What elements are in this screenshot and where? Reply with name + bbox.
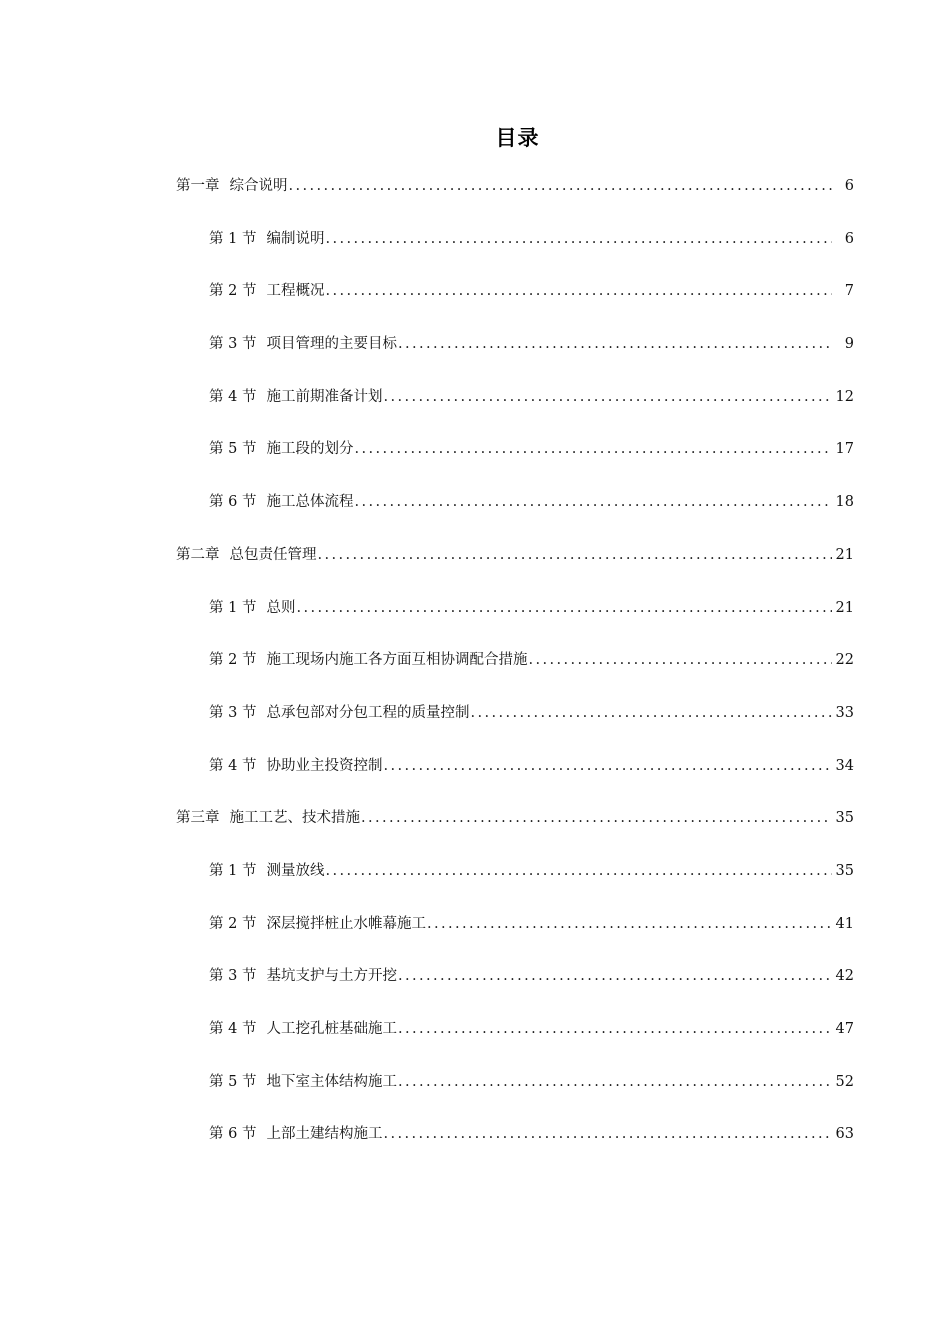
toc-entry-section[interactable] <box>0 703 950 756</box>
toc-dot-leader <box>383 1124 832 1144</box>
toc-entry-text: 深层搅拌桩止水帷幕施工 <box>266 915 426 932</box>
toc-page-number: 63 <box>835 1126 854 1143</box>
toc-dot-leader <box>398 1019 832 1039</box>
toc-entry-text: 项目管理的主要目标 <box>266 336 397 353</box>
toc-entry-section[interactable] <box>0 650 950 703</box>
toc-page-number: 22 <box>835 652 854 669</box>
toc-entry-number: 第 3 节 <box>209 336 257 353</box>
toc-entry-label <box>209 439 353 459</box>
toc-entry-text: 总则 <box>266 599 296 616</box>
toc-page-number: 17 <box>835 441 854 458</box>
toc-dot-leader <box>528 650 832 670</box>
toc-dot-leader <box>325 281 832 301</box>
toc-entry-label <box>209 861 324 881</box>
toc-entry-chapter[interactable] <box>0 176 950 229</box>
toc-page-number: 21 <box>835 599 854 616</box>
toc-entry-text: 协助业主投资控制 <box>266 757 383 774</box>
toc-title: 目录 <box>495 126 540 150</box>
toc-entry-section[interactable] <box>0 492 950 545</box>
toc-dot-leader <box>383 756 832 776</box>
toc-entry-label <box>209 598 295 618</box>
toc-dot-leader <box>383 387 832 407</box>
toc-list <box>0 176 950 1177</box>
toc-dot-leader <box>427 914 832 934</box>
toc-page-number: 6 <box>844 230 854 247</box>
toc-entry-label <box>209 703 469 723</box>
toc-page-number: 6 <box>844 178 854 194</box>
toc-entry-label <box>209 650 527 670</box>
toc-entry-number: 第 4 节 <box>209 388 257 405</box>
toc-entry-number: 第三章 <box>176 810 220 827</box>
toc-entry-text: 总承包部对分包工程的质量控制 <box>266 704 470 721</box>
toc-entry-section[interactable] <box>0 281 950 334</box>
toc-entry-label <box>209 492 353 512</box>
toc-entry-section[interactable] <box>0 229 950 282</box>
toc-entry-section[interactable] <box>0 966 950 1019</box>
toc-dot-leader <box>361 808 832 828</box>
toc-page-number: 42 <box>835 968 854 985</box>
toc-entry-section[interactable] <box>0 861 950 914</box>
toc-dot-leader <box>296 598 832 618</box>
toc-entry-label <box>209 756 382 776</box>
toc-entry-label <box>209 1124 382 1144</box>
toc-entry-text: 上部土建结构施工 <box>266 1126 383 1143</box>
toc-entry-text: 编制说明 <box>266 230 325 247</box>
toc-entry-number: 第二章 <box>176 546 220 563</box>
toc-page-number: 12 <box>835 388 854 405</box>
toc-entry-number: 第 3 节 <box>209 704 257 721</box>
toc-entry-label <box>209 914 426 934</box>
toc-entry-number: 第 4 节 <box>209 757 257 774</box>
toc-entry-label <box>209 281 324 301</box>
toc-page-number: 21 <box>835 546 854 563</box>
toc-entry-label <box>176 176 288 196</box>
toc-entry-number: 第 5 节 <box>209 1073 257 1090</box>
toc-entry-section[interactable] <box>0 334 950 387</box>
toc-entry-chapter[interactable] <box>0 545 950 598</box>
toc-entry-number: 第 1 节 <box>209 599 257 616</box>
toc-entry-text: 施工前期准备计划 <box>266 388 383 405</box>
toc-entry-number: 第 5 节 <box>209 441 257 458</box>
toc-entry-text: 总包责任管理 <box>229 546 317 563</box>
toc-dot-leader <box>398 334 832 354</box>
toc-entry-section[interactable] <box>0 914 950 967</box>
toc-page-number: 7 <box>844 283 854 300</box>
toc-dot-leader <box>398 1072 832 1092</box>
toc-page-number: 41 <box>835 915 854 932</box>
toc-entry-number: 第 2 节 <box>209 915 257 932</box>
toc-page-number: 9 <box>844 336 854 353</box>
toc-entry-section[interactable] <box>0 598 950 651</box>
toc-entry-number: 第 3 节 <box>209 968 257 985</box>
toc-entry-number: 第 4 节 <box>209 1021 257 1037</box>
toc-dot-leader <box>398 966 832 986</box>
toc-entry-section[interactable] <box>0 1019 950 1072</box>
toc-entry-number: 第 2 节 <box>209 652 257 669</box>
toc-entry-text: 基坑支护与土方开挖 <box>266 968 397 985</box>
toc-dot-leader <box>354 439 832 459</box>
toc-entry-text: 测量放线 <box>266 862 325 879</box>
toc-entry-label <box>209 1072 397 1092</box>
toc-entry-label <box>209 387 382 407</box>
toc-page-number: 35 <box>835 862 854 879</box>
toc-entry-text: 地下室主体结构施工 <box>266 1073 397 1090</box>
toc-entry-label <box>209 966 397 986</box>
toc-entry-label <box>209 229 324 249</box>
toc-entry-label <box>176 545 317 565</box>
toc-dot-leader <box>289 176 833 196</box>
toc-page-number: 35 <box>835 810 854 827</box>
toc-page-number: 34 <box>835 757 854 774</box>
toc-entry-number: 第一章 <box>176 178 220 194</box>
toc-entry-number: 第 1 节 <box>209 862 257 879</box>
toc-entry-number: 第 6 节 <box>209 1126 257 1143</box>
toc-entry-text: 施工工艺、技术措施 <box>229 810 360 827</box>
toc-entry-label <box>209 334 397 354</box>
toc-entry-number: 第 2 节 <box>209 283 257 300</box>
toc-dot-leader <box>325 229 832 249</box>
toc-entry-text: 施工段的划分 <box>266 441 354 458</box>
toc-entry-label <box>209 1019 397 1039</box>
toc-entry-section[interactable] <box>0 387 950 440</box>
toc-page-number: 52 <box>835 1073 854 1090</box>
toc-entry-text: 施工现场内施工各方面互相协调配合措施 <box>266 652 528 669</box>
toc-entry-text: 人工挖孔桩基础施工 <box>266 1021 397 1037</box>
toc-entry-number: 第 6 节 <box>209 494 257 511</box>
toc-entry-section[interactable] <box>0 1124 950 1177</box>
toc-dot-leader <box>354 492 832 512</box>
toc-dot-leader <box>470 703 832 723</box>
toc-page-number: 47 <box>835 1021 854 1037</box>
toc-entry-section[interactable] <box>0 439 950 492</box>
toc-entry-text: 工程概况 <box>266 283 325 300</box>
toc-dot-leader <box>325 861 832 881</box>
toc-entry-text: 施工总体流程 <box>266 494 354 511</box>
toc-entry-label <box>176 808 360 828</box>
toc-dot-leader <box>318 545 833 565</box>
toc-entry-text: 综合说明 <box>229 178 288 194</box>
toc-entry-chapter[interactable] <box>0 808 950 861</box>
toc-page-number: 18 <box>835 494 854 511</box>
toc-entry-section[interactable] <box>0 756 950 809</box>
toc-entry-section[interactable] <box>0 1072 950 1125</box>
toc-page-number: 33 <box>835 704 854 721</box>
toc-entry-number: 第 1 节 <box>209 230 257 247</box>
